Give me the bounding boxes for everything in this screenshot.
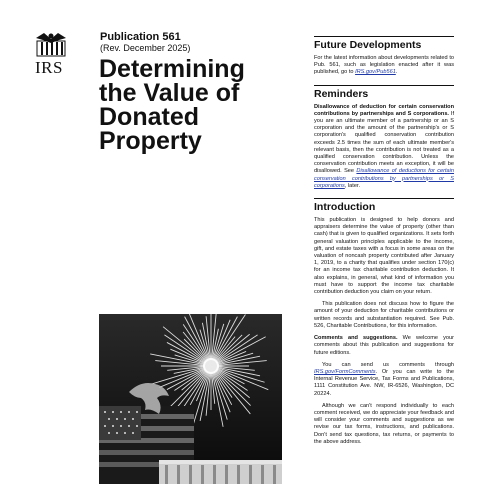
irs-wordmark: IRS xyxy=(35,58,63,77)
eagle-emblem-icon xyxy=(34,32,68,58)
p4-after: . Or you can write to the Internal Revenue Service, Tax Forms and Publications, 1111 Constitution Ave. NW, IR-6526, Washington, DC 20224. xyxy=(314,368,454,397)
intro-paragraph-4 xyxy=(314,362,454,398)
introduction-heading: Introduction xyxy=(314,198,454,213)
irs-logo xyxy=(34,32,74,76)
title-line: Determining xyxy=(99,55,245,83)
form-comments-link[interactable]: IRS.gov/FormComments xyxy=(314,368,376,375)
reminders-body: If you are an ultimate member of a partnership or an S corporation and the amount of the partnership's or S corporation's qualified conservation contribution exceeds 2.5 times the sum of each ultimate member's relevant basis, then the contribution is not treated as a qualified conservation contribution. Unless the conservation contribution meets an exception, it will be disallowed. See xyxy=(314,110,454,175)
reminders-heading: Reminders xyxy=(314,85,454,100)
reminders-tail: , later. xyxy=(344,182,361,189)
publication-number: Publication 561 xyxy=(100,31,181,43)
cover-image xyxy=(99,314,282,484)
fireworks-flag-eagle-image xyxy=(99,314,282,484)
future-developments-text xyxy=(314,55,454,77)
reminders-text xyxy=(314,104,454,190)
right-column xyxy=(314,36,454,454)
comments-paragraph xyxy=(314,335,454,357)
pub561-link[interactable]: IRS.gov/Pub561 xyxy=(355,69,396,76)
intro-paragraph-1: This publication is designed to help donors and appraisers determine the value of property (other than cash) that is given to qualified organizations. It sets forth general valuation principles applicable to the income, gift, and estate taxes with a focus in some areas on the valuation of noncash property contributed after January 1, 2019, to a charity that qualifies under section 170(c) for an income tax charitable contribution deduction. It also explains, in general, what kind of information you must have to support the income tax charitable contribution deduction you claim on your return. xyxy=(314,217,454,296)
introduction-section xyxy=(314,198,454,446)
future-developments-section xyxy=(314,36,454,77)
title-line: Property xyxy=(99,127,202,155)
title-line: the Value of xyxy=(99,79,240,107)
disallowance-link[interactable]: Disallowance of deductions for certain conservation contributions by partnerships or S corporations xyxy=(314,168,454,189)
title-line: Donated xyxy=(99,103,199,131)
publication-revision: (Rev. December 2025) xyxy=(100,43,191,53)
future-developments-body: For the latest information about developments related to Pub. 561, such as legislation enacted after it was published, go to xyxy=(314,55,454,76)
reminders-section xyxy=(314,85,454,190)
reminders-lead: Disallowance of deduction for certain conservation contributions by partnerships and S corporations. xyxy=(314,103,454,117)
future-developments-heading: Future Developments xyxy=(314,36,454,51)
publication-title xyxy=(99,57,299,153)
intro-paragraph-5: Although we can't respond individually to each comment received, we do appreciate your feedback and will consider your comments and suggestions as we revise our tax forms, instructions, and publications. Don't send tax questions, tax returns, or payments to the above address. xyxy=(314,402,454,445)
p4-before: You can send us comments through xyxy=(322,361,454,368)
comments-lead: Comments and suggestions. xyxy=(314,335,398,342)
comments-body: We welcome your comments about this publication and suggestions for future editions. xyxy=(314,335,454,356)
period: . xyxy=(395,69,398,76)
intro-paragraph-2: This publication does not discuss how to figure the amount of your deduction for charitable contributions or written records and substantiation required. See Pub. 526, Charitable Contributions, for this information. xyxy=(314,301,454,329)
